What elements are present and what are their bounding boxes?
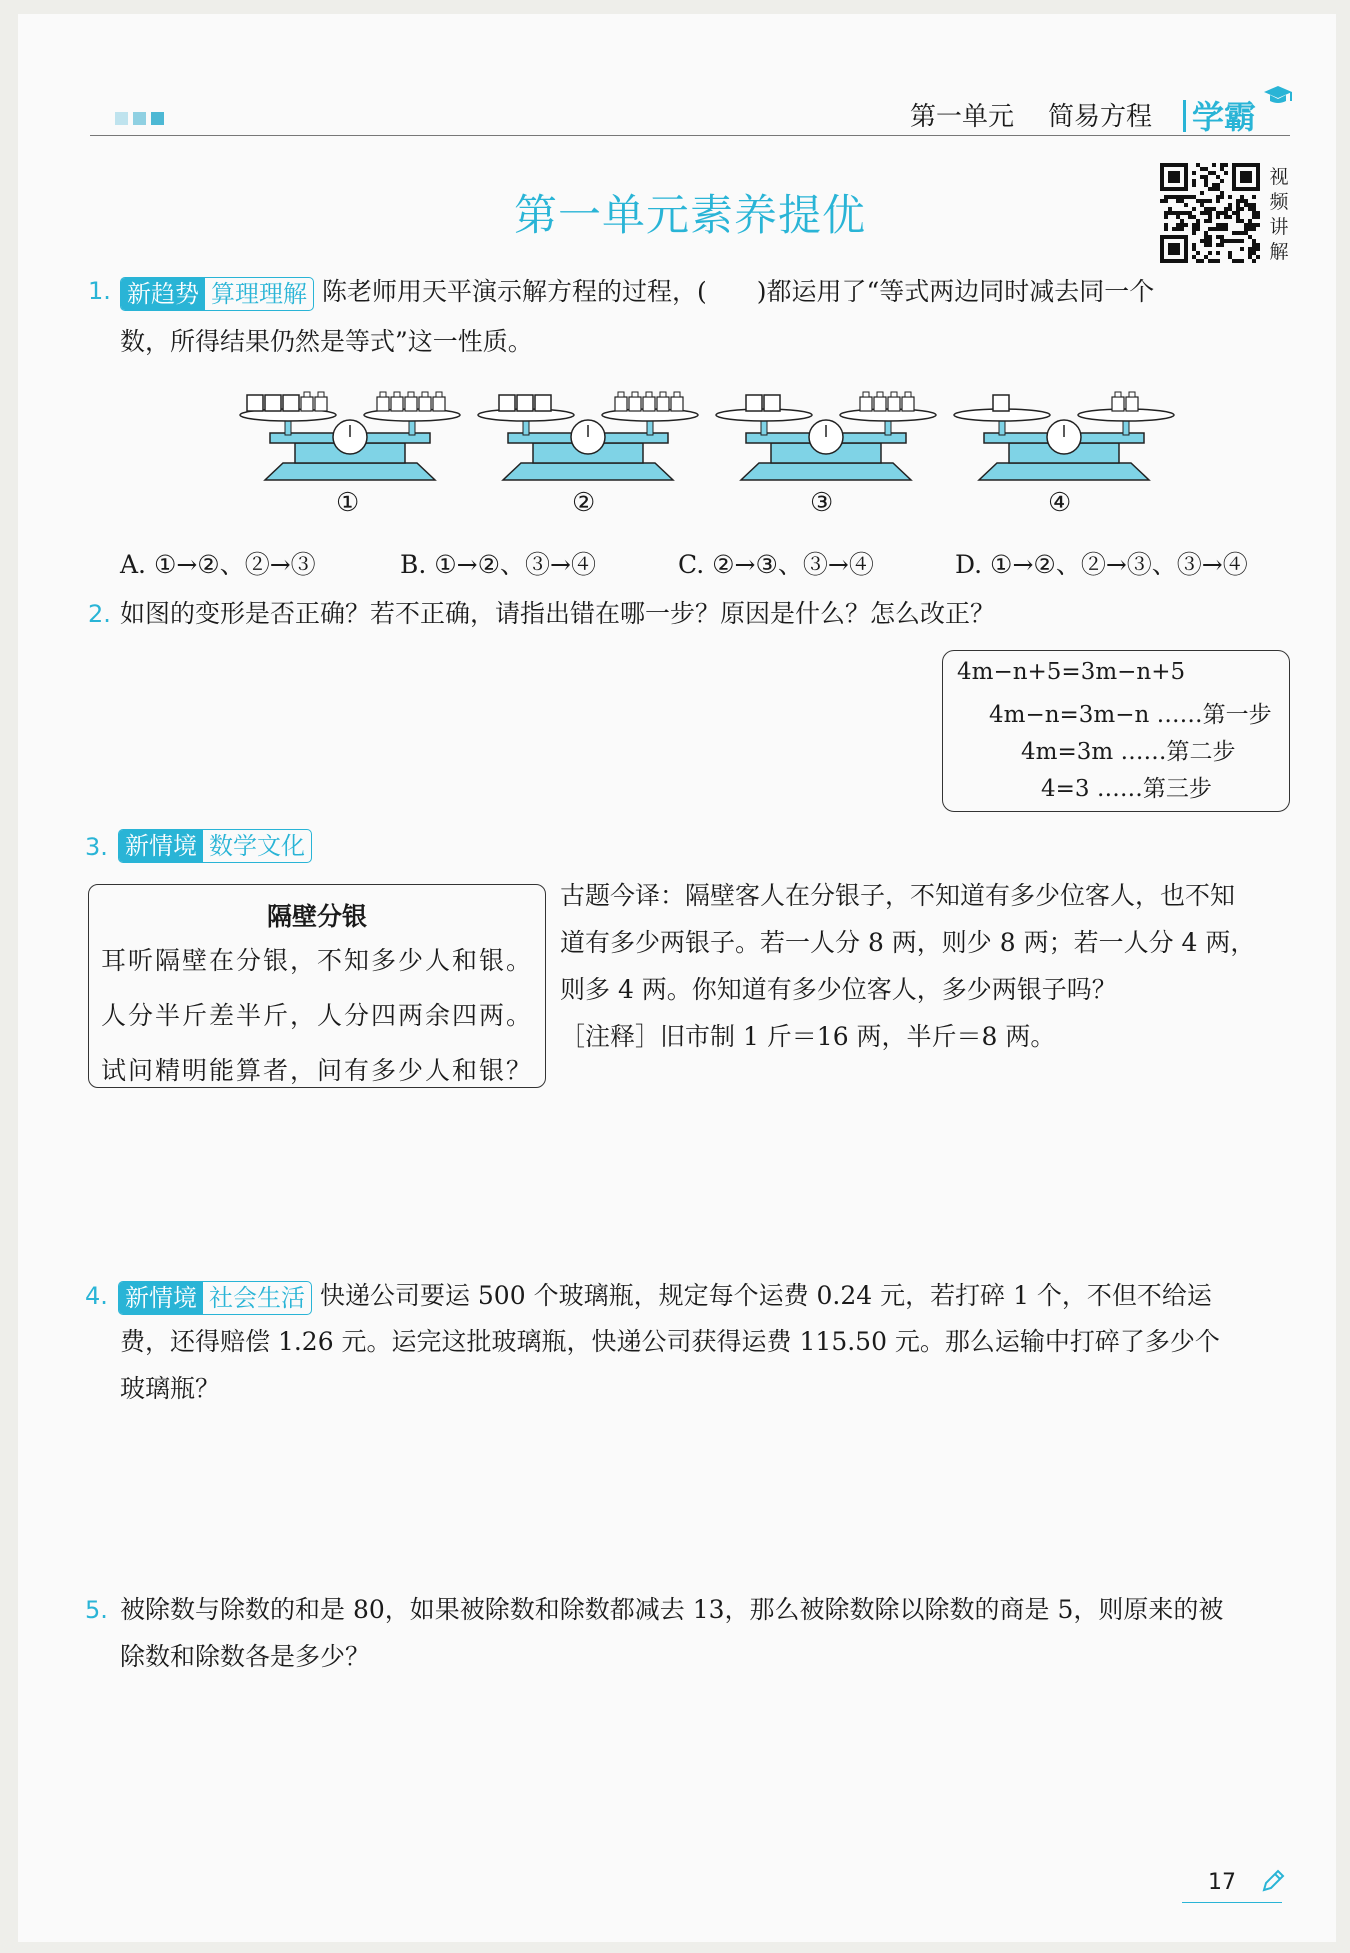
footer-rule xyxy=(1182,1902,1282,1903)
qr-code-icon[interactable] xyxy=(1160,163,1260,263)
question-text: 快递公司要运 500 个玻璃瓶，规定每个运费 0.24 元，若打碎 1 个，不但不给运 xyxy=(319,1281,1212,1310)
poem-line: 人分半斤差半斤，人分四两余四两。 xyxy=(101,1001,534,1030)
header-decoration xyxy=(115,110,169,129)
scale-label: ① xyxy=(336,488,360,518)
header-topic: 简易方程 xyxy=(1048,102,1153,132)
question-tag xyxy=(118,1281,312,1315)
page-number: 17 xyxy=(1208,1870,1236,1895)
tag-main: 新情境 xyxy=(119,1282,203,1314)
question-tag xyxy=(120,277,314,311)
scale-label: ② xyxy=(572,488,596,518)
question-3-line: 古题今译：隔壁客人在分银子，不知道有多少位客人，也不知 xyxy=(560,881,1236,910)
graduation-cap-icon xyxy=(1262,84,1294,106)
equation-step: 4m−n=3m−n ……第一步 xyxy=(989,702,1272,728)
equation-step: 4m=3m ……第二步 xyxy=(1021,739,1236,765)
scale-label: ③ xyxy=(810,488,834,518)
qr-caption-char: 频 xyxy=(1269,191,1289,213)
equation-steps-box xyxy=(942,650,1290,812)
question-number: 3. xyxy=(85,833,108,861)
question-3-line: 道有多少两银子。若一人分 8 两，则少 8 两；若一人分 4 两， xyxy=(560,928,1256,957)
tag-main: 新情境 xyxy=(119,830,203,862)
qr-caption-char: 讲 xyxy=(1269,216,1289,238)
question-4-line-3: 玻璃瓶？ xyxy=(120,1374,221,1403)
option-c[interactable]: C. ②→③、③→④ xyxy=(678,550,874,579)
poem-box xyxy=(88,884,546,1088)
page-title: 第一单元素养提优 xyxy=(514,191,866,241)
question-5-line-2: 除数和除数各是多少？ xyxy=(120,1642,371,1671)
question-5-line-1: 被除数与除数的和是 80，如果被除数和除数都减去 13，那么被除数除以除数的商是 5，则原来的被 xyxy=(120,1595,1224,1624)
question-number: 5. xyxy=(85,1596,108,1624)
tag-sub: 算理理解 xyxy=(211,279,307,308)
tag-sub: 社会生活 xyxy=(209,1283,305,1312)
poem-line: 试问精明能算者，问有多少人和银？ xyxy=(101,1056,534,1085)
question-number: 4. xyxy=(85,1282,108,1310)
tag-main: 新趋势 xyxy=(121,278,205,310)
balance-scales-illustration xyxy=(235,375,1185,485)
pencil-icon xyxy=(1260,1868,1286,1894)
tag-sub: 数学文化 xyxy=(209,832,305,860)
qr-caption-char: 解 xyxy=(1269,241,1289,263)
header-rule xyxy=(90,135,1290,136)
equation-step: 4=3 ……第三步 xyxy=(1041,776,1212,802)
brand-logo: 学霸 xyxy=(1192,98,1257,136)
question-1-line-2: 数，所得结果仍然是等式”这一性质。 xyxy=(120,327,533,356)
question-2-text: 如图的变形是否正确？若不正确，请指出错在哪一步？原因是什么？怎么改正？ xyxy=(120,599,996,628)
question-number: 2. xyxy=(88,600,111,628)
question-tag xyxy=(118,829,312,863)
question-3-note: ［注释］旧市制 1 斤＝16 两，半斤＝8 两。 xyxy=(560,1022,1056,1051)
poem-line: 耳听隔壁在分银，不知多少人和银。 xyxy=(101,946,534,975)
option-b[interactable]: B. ①→②、③→④ xyxy=(400,550,596,579)
question-4-line-1 xyxy=(118,1272,1212,1319)
qr-caption-char: 视 xyxy=(1269,166,1289,188)
question-3-header xyxy=(118,829,312,863)
scale-label: ④ xyxy=(1048,488,1072,518)
question-4-line-2: 费，还得赔偿 1.26 元。运完这批玻璃瓶，快递公司获得运费 115.50 元。那么运输中打碎了多少个 xyxy=(120,1327,1220,1356)
qr-caption xyxy=(1266,165,1292,265)
option-d[interactable]: D. ①→②、②→③、③→④ xyxy=(955,550,1248,579)
option-a[interactable]: A. ①→②、②→③ xyxy=(120,550,316,579)
equation-step: 4m−n+5=3m−n+5 xyxy=(957,659,1186,685)
question-1-line-1 xyxy=(120,268,1154,315)
poem-title: 隔壁分银 xyxy=(266,902,367,931)
header-separator xyxy=(1183,100,1186,132)
header-unit: 第一单元 xyxy=(910,102,1015,132)
question-3-line: 则多 4 两。你知道有多少位客人，多少两银子吗？ xyxy=(560,975,1117,1004)
question-text: 陈老师用天平演示解方程的过程，( )都运用了“等式两边同时减去同一个 xyxy=(321,277,1155,306)
question-number: 1. xyxy=(88,277,111,305)
